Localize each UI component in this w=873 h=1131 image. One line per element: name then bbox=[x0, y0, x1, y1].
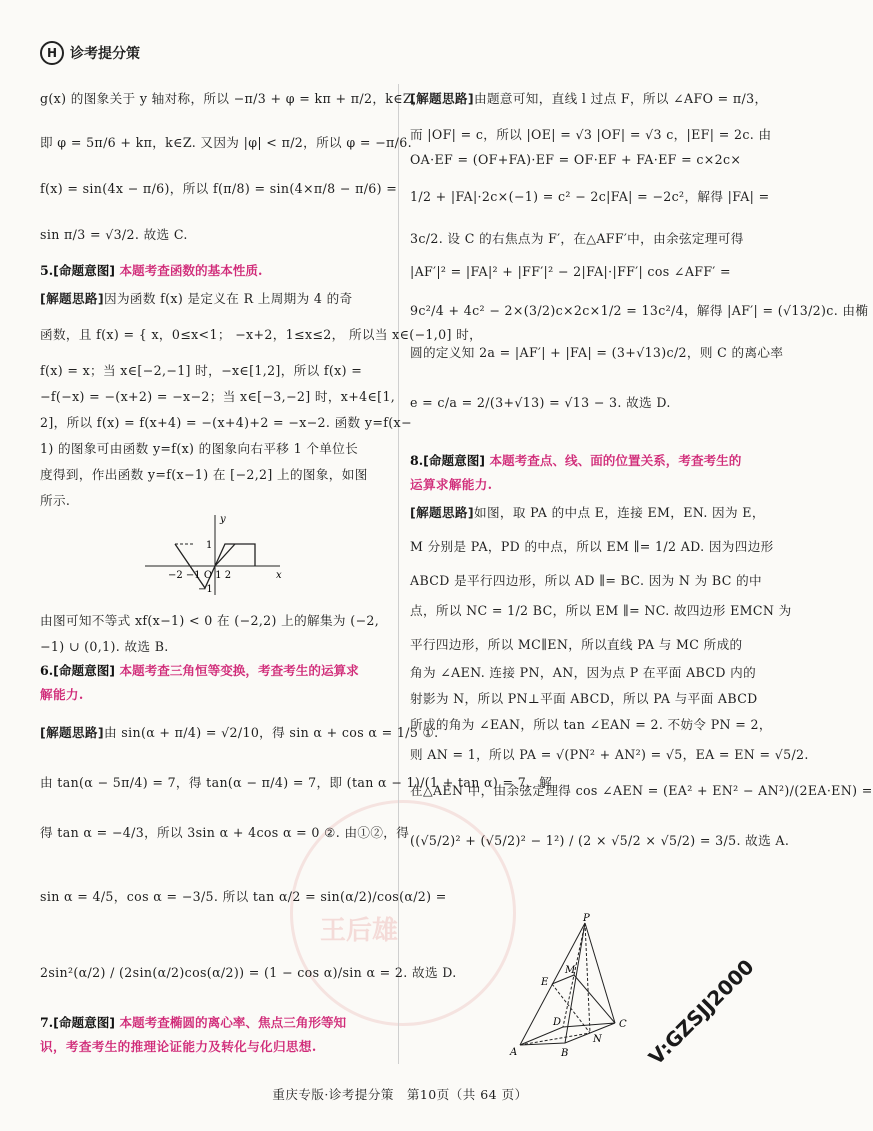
label-B: B bbox=[561, 1048, 569, 1059]
text-line: 3c/2. 设 C 的右焦点为 F′，在△AFF′中，由余弦定理可得 bbox=[410, 231, 744, 246]
text-line: e = c/a = 2/(3+√13) = √13 − 3. 故选 D. bbox=[410, 395, 671, 410]
text-line: 9c²/4 + 4c² − 2×(3/2)c×2c×1/2 = 13c²/4，解得 |AF′| = (√13/2)c. 由椭 bbox=[410, 303, 869, 318]
text-line: 2sin²(α/2) / (2sin(α/2)cos(α/2)) = (1 − cos α)/sin α = 2. 故选 D. bbox=[40, 965, 457, 980]
q6-intent-text: 本题考查三角恒等变换，考查考生的运算求 bbox=[119, 663, 359, 678]
q6-line: 由 sin(α + π/4) = √2/10，得 sin α + cos α = 1/5 ①. bbox=[104, 725, 439, 740]
q6-number: 6. bbox=[40, 663, 54, 678]
text-line: 角为 ∠AEN. 连接 PN，AN，因为点 P 在平面 ABCD 内的 bbox=[410, 665, 757, 680]
x-tick-labels: −2 −1 O 1 2 bbox=[168, 570, 232, 581]
q8-number: 8. bbox=[410, 453, 424, 468]
text-line: 在△AEN 中，由余弦定理得 cos ∠AEN = (EA² + EN² − AN²)/(2EA·EN) = bbox=[410, 783, 873, 798]
q5-intent-tag: [命题意图] bbox=[53, 263, 116, 278]
text-line: 度得到，作出函数 y=f(x−1) 在 [−2,2] 上的图象，如图 bbox=[40, 467, 368, 482]
q8-intent-text-cont: 运算求解能力. bbox=[410, 477, 493, 492]
column-divider bbox=[398, 84, 399, 1064]
q6-solution-tag: [解题思路] bbox=[40, 725, 104, 740]
text-line: sin α = 4/5，cos α = −3/5. 所以 tan α/2 = sin(α/2)/cos(α/2) = bbox=[40, 889, 447, 904]
text-line: 1/2 + |FA|·2c×(−1) = c² − 2c|FA| = −2c²，解得 |FA| = bbox=[410, 189, 770, 204]
q5-heading bbox=[40, 260, 262, 279]
label-E: E bbox=[541, 977, 549, 988]
text-line: 所成的角为 ∠EAN，所以 tan ∠EAN = 2. 不妨令 PN = 2， bbox=[410, 717, 772, 732]
text-line: 射影为 N，所以 PN⊥平面 ABCD，所以 PA 与平面 ABCD bbox=[410, 691, 758, 706]
text-line: sin π/3 = √3/2. 故选 C. bbox=[40, 227, 188, 242]
text-line bbox=[410, 88, 767, 107]
segment-MC bbox=[574, 975, 615, 1023]
label-A: A bbox=[510, 1047, 518, 1058]
text-line: −f(−x) = −(x+2) = −x−2；当 x∈[−3,−2] 时，x+4∈[1, bbox=[40, 389, 396, 404]
label-M: M bbox=[565, 965, 576, 976]
text-line: ((√5/2)² + (√5/2)² − 1²) / (2 × √5/2 × √5/2) = 3/5. 故选 A. bbox=[410, 833, 790, 848]
edge-PC bbox=[585, 923, 615, 1023]
q7-intent-text-cont: 识，考查考生的推理论证能力及转化与化归思想. bbox=[40, 1039, 317, 1054]
text-line: ABCD 是平行四边形，所以 AD ∥= BC. 因为 N 为 BC 的中 bbox=[410, 573, 762, 588]
piecewise-graph bbox=[140, 510, 290, 600]
text-line: 1) 的图象可由函数 y=f(x) 的图象向右平移 1 个单位长 bbox=[40, 441, 359, 456]
text-line: 圆的定义知 2a = |AF′| + |FA| = (3+√13)c/2，则 C 的离心率 bbox=[410, 345, 784, 360]
q5-line: 因为函数 f(x) 是定义在 R 上周期为 4 的奇 bbox=[104, 291, 353, 306]
watermark-text: V:GZSJJ2000 bbox=[643, 954, 759, 1070]
q7-number: 7. bbox=[40, 1015, 54, 1030]
text-line: −1) ∪ (0,1). 故选 B. bbox=[40, 639, 169, 654]
text-line: 点，所以 NC = 1/2 BC，所以 EM ∥= NC. 故四边形 EMCN 为 bbox=[410, 603, 792, 618]
text-line: 即 φ = 5π/6 + kπ，k∈Z. 又因为 |φ| < π/2，所以 φ = −π/6. bbox=[40, 135, 412, 150]
label-P: P bbox=[583, 913, 590, 924]
q6-intent-text-cont: 解能力. bbox=[40, 687, 84, 702]
label-D: D bbox=[553, 1017, 562, 1028]
text-line: 由图可知不等式 xf(x−1) < 0 在 (−2,2) 上的解集为 (−2, bbox=[40, 613, 380, 628]
text-line: 所示. bbox=[40, 493, 71, 508]
text-line: 得 tan α = −4/3，所以 3sin α + 4cos α = 0 ②. 由①②，得 bbox=[40, 825, 410, 840]
q6-intent-tag: [命题意图] bbox=[53, 663, 116, 678]
text-line: 则 AN = 1，所以 PA = √(PN² + AN²) = √5，EA = EN = √5/2. bbox=[410, 747, 809, 762]
y-axis-label: y bbox=[220, 514, 226, 525]
q8-intent-text: 本题考查点、线、面的位置关系，考查考生的 bbox=[489, 453, 742, 468]
edge-PN bbox=[585, 923, 590, 1033]
q7-intent-text: 本题考查椭圆的离心率、焦点三角形等知 bbox=[119, 1015, 347, 1030]
brand-logo-icon: H bbox=[40, 41, 64, 65]
q8-solution-tag: [解题思路] bbox=[410, 505, 474, 520]
text-line: 由 tan(α − 5π/4) = 7，得 tan(α − π/4) = 7，即 (tan α − 1)/(1 + tan α) = 7，解 bbox=[40, 775, 553, 790]
text-line: |AF′|² = |FA|² + |FF′|² − 2|FA|·|FF′| cos ∠AFF′ = bbox=[410, 264, 731, 279]
q5-intent-text: 本题考查函数的基本性质. bbox=[119, 263, 263, 278]
q7-solution-tag: [解题思路] bbox=[410, 91, 474, 106]
q8-intent-tag: [命题意图] bbox=[423, 453, 486, 468]
graph-right-branch bbox=[215, 544, 255, 566]
text-line: OA·EF = (OF+FA)·EF = OF·EF + FA·EF = c×2c× bbox=[410, 152, 742, 167]
label-C: C bbox=[619, 1019, 627, 1030]
brand-title: 诊考提分策 bbox=[70, 46, 140, 62]
label-N: N bbox=[593, 1034, 602, 1045]
q7-line: 由题意可知，直线 l 过点 F，所以 ∠AFO = π/3， bbox=[474, 91, 768, 106]
text-line bbox=[40, 722, 439, 741]
tick-label-one: 1 bbox=[206, 540, 213, 551]
q7-heading bbox=[40, 1012, 346, 1031]
text-line bbox=[410, 502, 765, 521]
text-line: 函数，且 f(x) = { x，0≤x<1； −x+2，1≤x≤2， 所以当 x∈(−1,0] 时， bbox=[40, 327, 483, 342]
q6-heading bbox=[40, 660, 359, 679]
tick-label-neg-one: −1 bbox=[198, 584, 213, 595]
text-line: 2]，所以 f(x) = f(x+4) = −(x+4)+2 = −x−2. 函数 y=f(x− bbox=[40, 415, 412, 430]
text-line: 平行四边形，所以 MC∥EN，所以直线 PA 与 MC 所成的 bbox=[410, 637, 743, 652]
page-footer: 重庆专版·诊考提分策 第10页（共 64 页） bbox=[272, 1087, 528, 1102]
x-axis-label: x bbox=[276, 570, 282, 581]
q8-line: 如图，取 PA 的中点 E，连接 EM，EN. 因为 E， bbox=[474, 505, 765, 520]
text-line: M 分别是 PA，PD 的中点，所以 EM ∥= 1/2 AD. 因为四边形 bbox=[410, 539, 774, 554]
page-header bbox=[40, 40, 140, 66]
text-line: f(x) = x；当 x∈[−2,−1] 时，−x∈[1,2]，所以 f(x) = bbox=[40, 363, 363, 378]
q5-number: 5. bbox=[40, 263, 54, 278]
faint-stamp-text: 王后雄 bbox=[320, 916, 399, 946]
q7-intent-tag: [命题意图] bbox=[53, 1015, 116, 1030]
text-line: f(x) = sin(4x − π/6)，所以 f(π/8) = sin(4×π/8 − π/6) = bbox=[40, 181, 398, 196]
text-line bbox=[40, 288, 353, 307]
q8-heading bbox=[410, 450, 741, 469]
q5-solution-tag: [解题思路] bbox=[40, 291, 104, 306]
pyramid-figure bbox=[505, 915, 635, 1060]
text-line: 而 |OF| = c，所以 |OE| = √3 |OF| = √3 c，|EF| = 2c. 由 bbox=[410, 127, 772, 142]
text-line: g(x) 的图象关于 y 轴对称，所以 −π/3 + φ = kπ + π/2，k∈Z， bbox=[40, 91, 425, 106]
